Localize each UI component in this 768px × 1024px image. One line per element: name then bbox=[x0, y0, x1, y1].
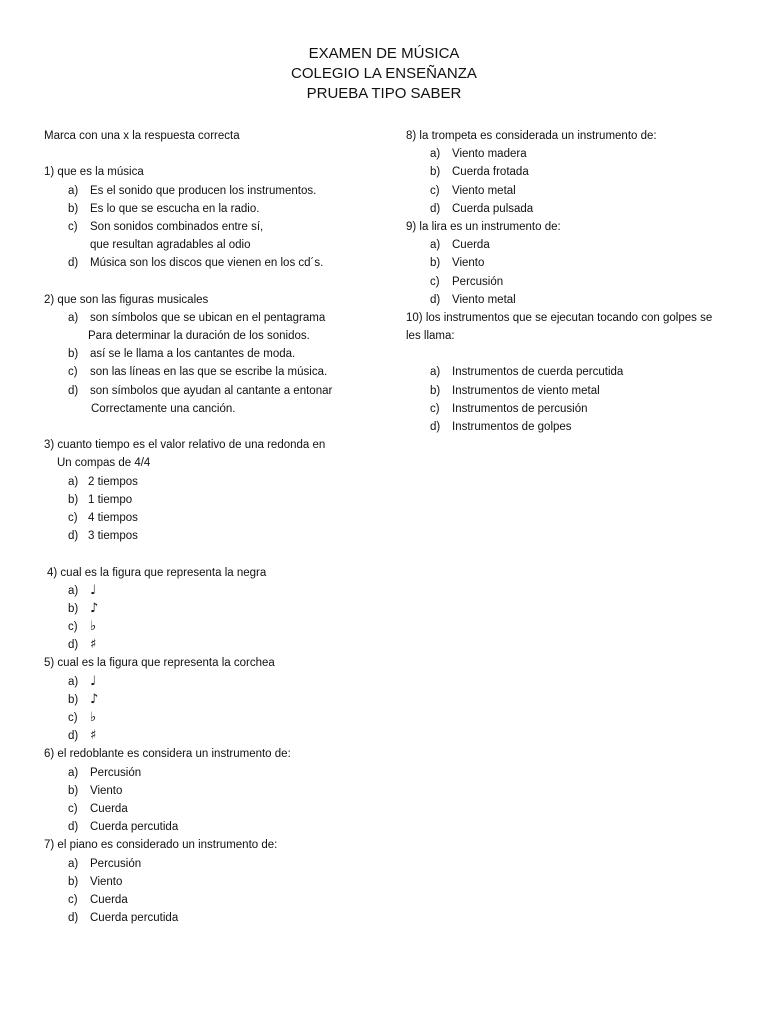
option-letter: c) bbox=[68, 712, 78, 724]
question-text: 9) la lira es un instrumento de: bbox=[406, 220, 561, 233]
option-letter: a) bbox=[68, 475, 79, 488]
option-text: así se le llama a los cantantes de moda. bbox=[90, 348, 296, 361]
option-b[interactable] bbox=[44, 491, 374, 509]
option-letter: d) bbox=[68, 639, 79, 652]
option-a[interactable] bbox=[44, 582, 374, 600]
option-a-continuation: Para determinar la duración de los sonidos. bbox=[88, 330, 310, 343]
option-b[interactable] bbox=[406, 382, 726, 400]
option-a[interactable] bbox=[44, 855, 374, 873]
option-letter: d) bbox=[68, 257, 79, 270]
option-letter: d) bbox=[430, 293, 441, 306]
option-letter: c) bbox=[430, 184, 440, 197]
question-text: 8) la trompeta es considerada un instrumento de: bbox=[406, 130, 657, 142]
option-text: son símbolos que ayudan al cantante a entonar bbox=[90, 384, 333, 397]
option-text: Instrumentos de golpes bbox=[452, 421, 572, 434]
option-letter: d) bbox=[68, 384, 79, 397]
option-text: 4 tiempos bbox=[88, 511, 138, 524]
option-a[interactable] bbox=[44, 182, 374, 200]
exam-header bbox=[0, 44, 768, 104]
eighth-note-icon: ♪ bbox=[90, 691, 99, 707]
option-letter: d) bbox=[430, 202, 441, 215]
option-c[interactable] bbox=[44, 800, 374, 818]
question-text-line2: Un compas de 4/4 bbox=[57, 457, 151, 470]
option-d[interactable] bbox=[44, 636, 374, 654]
option-d[interactable] bbox=[406, 418, 726, 436]
option-text: Es lo que se escucha en la radio. bbox=[90, 202, 260, 215]
question-6 bbox=[44, 745, 374, 836]
option-letter: a) bbox=[68, 857, 79, 870]
option-letter: a) bbox=[68, 584, 79, 597]
option-c[interactable] bbox=[44, 509, 374, 527]
option-letter: a) bbox=[68, 675, 79, 688]
option-letter: b) bbox=[68, 693, 79, 706]
option-d[interactable] bbox=[406, 200, 726, 218]
quarter-note-icon: ♩ bbox=[90, 673, 97, 689]
option-letter: d) bbox=[68, 912, 79, 925]
option-letter: a) bbox=[430, 366, 441, 379]
option-c[interactable] bbox=[44, 618, 374, 636]
option-b[interactable] bbox=[44, 873, 374, 891]
question-2 bbox=[44, 291, 374, 418]
option-text: Instrumentos de percusión bbox=[452, 402, 588, 415]
option-letter: a) bbox=[68, 184, 79, 197]
option-a[interactable] bbox=[44, 309, 374, 327]
school-name: COLEGIO LA ENSEÑANZA bbox=[291, 65, 477, 82]
option-text: Cuerda percutida bbox=[90, 821, 179, 834]
option-c[interactable] bbox=[44, 891, 374, 909]
option-text: Percusión bbox=[90, 766, 142, 779]
option-d[interactable] bbox=[44, 727, 374, 745]
option-letter: b) bbox=[430, 384, 441, 397]
option-letter: d) bbox=[68, 821, 79, 834]
option-text: 3 tiempos bbox=[88, 530, 138, 543]
option-letter: c) bbox=[430, 275, 440, 288]
option-a[interactable] bbox=[44, 764, 374, 782]
question-text: 2) que son las figuras musicales bbox=[44, 293, 209, 306]
option-letter: d) bbox=[68, 530, 79, 543]
option-d[interactable] bbox=[44, 818, 374, 836]
option-d-continuation: Correctamente una canción. bbox=[91, 402, 236, 415]
option-text: Viento metal bbox=[452, 293, 516, 306]
option-text: Cuerda bbox=[452, 239, 490, 252]
option-c[interactable] bbox=[44, 363, 374, 381]
option-c-continuation: que resultan agradables al odio bbox=[90, 239, 251, 252]
option-text: Percusión bbox=[452, 275, 504, 288]
option-text: 1 tiempo bbox=[88, 493, 133, 506]
test-type: PRUEBA TIPO SABER bbox=[306, 85, 462, 102]
option-letter: d) bbox=[430, 421, 441, 434]
option-text: Instrumentos de viento metal bbox=[452, 384, 600, 397]
option-letter: c) bbox=[68, 511, 78, 524]
option-letter: b) bbox=[68, 493, 79, 506]
option-text: Viento bbox=[90, 784, 123, 797]
option-letter: c) bbox=[430, 402, 440, 415]
question-1 bbox=[44, 163, 374, 272]
option-letter: a) bbox=[430, 239, 441, 252]
option-text: Viento metal bbox=[452, 184, 516, 197]
option-letter: b) bbox=[68, 875, 79, 888]
option-letter: b) bbox=[68, 202, 79, 215]
option-a[interactable] bbox=[406, 236, 726, 254]
flat-icon: ♭ bbox=[90, 710, 97, 725]
sharp-icon: ♯ bbox=[90, 728, 97, 744]
option-letter: c) bbox=[68, 893, 78, 906]
option-letter: a) bbox=[430, 148, 441, 161]
option-letter: a) bbox=[68, 766, 79, 779]
option-letter: c) bbox=[68, 802, 78, 815]
option-b[interactable] bbox=[44, 200, 374, 218]
option-text: Instrumentos de cuerda percutida bbox=[452, 366, 624, 379]
question-text: 10) los instrumentos que se ejecutan tocando con golpes se les llama: bbox=[406, 311, 713, 343]
option-text: Cuerda pulsada bbox=[452, 202, 534, 215]
option-letter: b) bbox=[68, 348, 79, 361]
exam-title: EXAMEN DE MÚSICA bbox=[308, 45, 460, 62]
option-letter: c) bbox=[68, 366, 78, 379]
option-letter: c) bbox=[68, 220, 78, 233]
option-text: son símbolos que se ubican en el pentagrama bbox=[90, 311, 326, 324]
option-b[interactable] bbox=[44, 691, 374, 709]
option-a[interactable] bbox=[406, 145, 726, 163]
option-text: Es el sonido que producen los instrumentos. bbox=[90, 184, 317, 197]
option-text: Cuerda frotada bbox=[452, 166, 529, 179]
question-8 bbox=[406, 127, 726, 218]
question-text: 3) cuanto tiempo es el valor relativo de una redonda en bbox=[44, 439, 326, 452]
option-text: Viento bbox=[452, 257, 485, 270]
option-b[interactable] bbox=[44, 782, 374, 800]
option-c[interactable] bbox=[44, 709, 374, 727]
question-text: 1) que es la música bbox=[44, 166, 144, 179]
question-7 bbox=[44, 836, 374, 927]
quarter-note-icon: ♩ bbox=[90, 582, 97, 598]
option-d[interactable] bbox=[406, 291, 726, 309]
option-letter: b) bbox=[68, 784, 79, 797]
option-a[interactable] bbox=[406, 363, 726, 381]
option-b[interactable] bbox=[406, 254, 726, 272]
option-c[interactable] bbox=[406, 400, 726, 418]
right-column bbox=[406, 127, 726, 436]
option-d[interactable] bbox=[44, 254, 374, 272]
option-text: Cuerda percutida bbox=[90, 912, 179, 925]
sharp-icon: ♯ bbox=[90, 637, 97, 653]
option-d[interactable] bbox=[44, 382, 374, 400]
option-letter: d) bbox=[68, 730, 79, 743]
option-letter: b) bbox=[68, 602, 79, 615]
question-10 bbox=[406, 309, 726, 436]
option-text: Cuerda bbox=[90, 802, 128, 815]
option-letter: c) bbox=[68, 621, 78, 634]
option-text: Música son los discos que vienen en los cd´s. bbox=[90, 257, 324, 270]
question-5 bbox=[44, 654, 374, 745]
option-a[interactable] bbox=[44, 473, 374, 491]
option-b[interactable] bbox=[44, 345, 374, 363]
option-d[interactable] bbox=[44, 909, 374, 927]
option-text: Son sonidos combinados entre sí, bbox=[90, 220, 264, 233]
eighth-note-icon: ♪ bbox=[90, 600, 99, 616]
question-text: 7) el piano es considerado un instrumento de: bbox=[44, 839, 278, 852]
question-4 bbox=[44, 564, 374, 655]
question-3 bbox=[44, 436, 374, 545]
flat-icon: ♭ bbox=[90, 619, 97, 635]
question-text: 6) el redoblante es considera un instrumento de: bbox=[44, 748, 291, 761]
option-text: Percusión bbox=[90, 857, 142, 870]
option-letter: b) bbox=[430, 166, 441, 179]
option-b[interactable] bbox=[44, 600, 374, 618]
option-letter: b) bbox=[430, 257, 441, 270]
question-text: 5) cual es la figura que representa la corchea bbox=[44, 657, 275, 670]
option-text: Viento bbox=[90, 875, 123, 888]
question-9 bbox=[406, 218, 726, 309]
option-c[interactable] bbox=[44, 218, 374, 236]
option-b[interactable] bbox=[406, 163, 726, 181]
left-column bbox=[44, 127, 374, 927]
option-text: 2 tiempos bbox=[88, 475, 138, 488]
instructions: Marca con una x la respuesta correcta bbox=[44, 130, 240, 142]
option-text: Cuerda bbox=[90, 893, 128, 906]
option-text: son las líneas en las que se escribe la música. bbox=[90, 366, 328, 379]
option-c[interactable] bbox=[406, 273, 726, 291]
option-c[interactable] bbox=[406, 182, 726, 200]
option-text: Viento madera bbox=[452, 148, 527, 161]
option-letter: a) bbox=[68, 311, 79, 324]
option-a[interactable] bbox=[44, 673, 374, 691]
option-d[interactable] bbox=[44, 527, 374, 545]
question-text: 4) cual es la figura que representa la negra bbox=[47, 566, 267, 579]
